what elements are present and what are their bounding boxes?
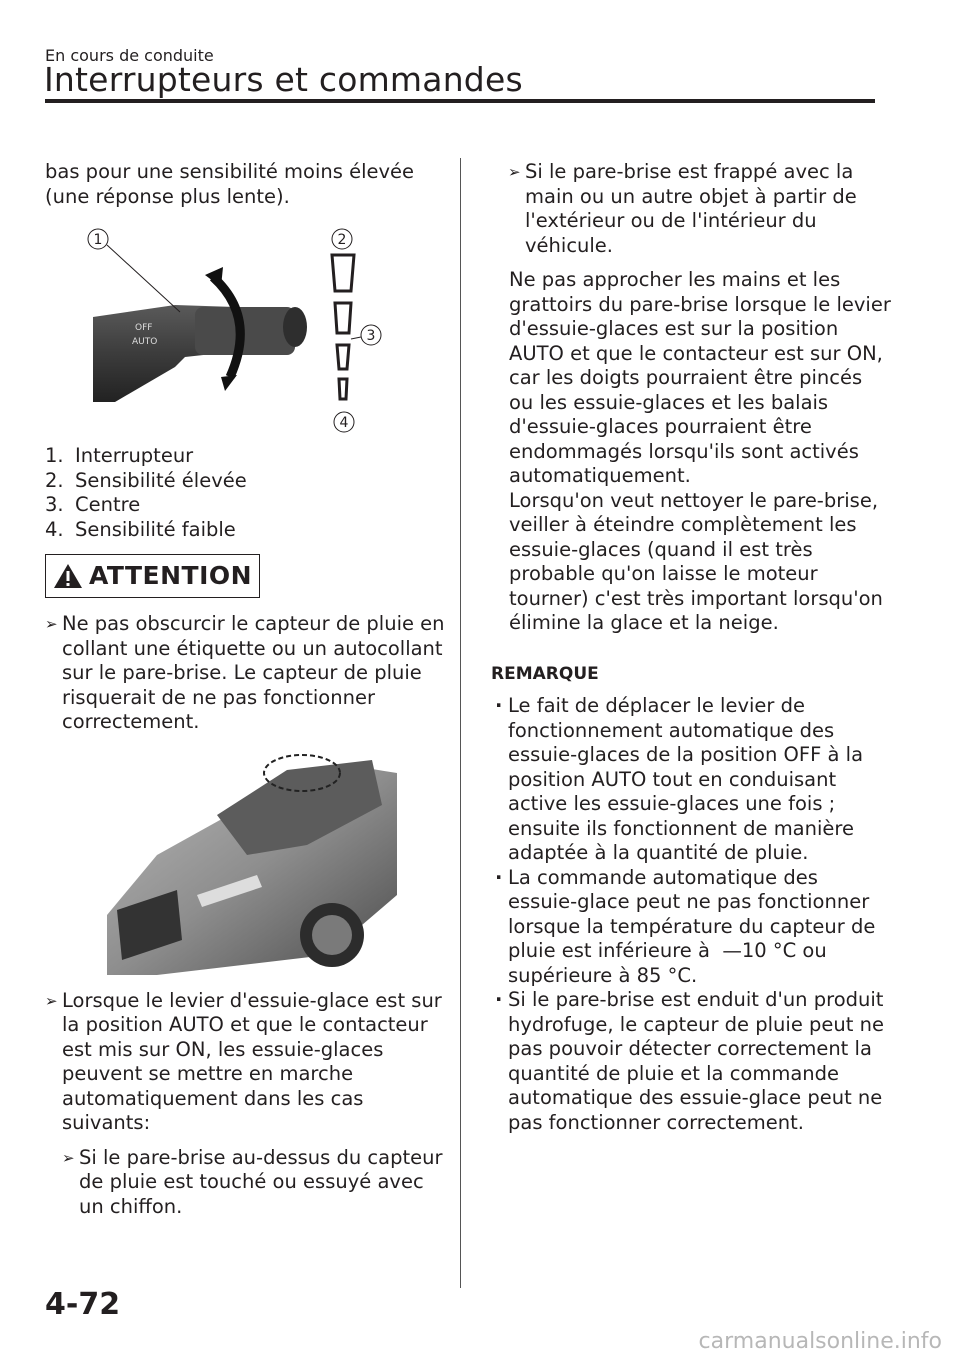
callout-3-leader bbox=[351, 337, 361, 339]
lever-off-text: OFF bbox=[135, 323, 153, 333]
left-column bbox=[45, 160, 445, 1219]
legend-item bbox=[45, 493, 445, 518]
intro-paragraph: bas pour une sensibilité moins élevée (une réponse plus lente). bbox=[45, 160, 415, 208]
caution-bullet-auto: ➢ Lorsque le levier d'essuie-glace est sur la position AUTO et que le contacteur est mis sur ON, les essuie-glaces peuvent se mettre en marche automatiquement dans les cas suivants: bbox=[45, 989, 445, 1136]
callout-1-leader bbox=[107, 245, 180, 312]
sensitivity-bar-mid-low bbox=[337, 345, 349, 369]
attention-box bbox=[45, 554, 260, 598]
legend-text: Centre bbox=[75, 493, 141, 516]
lever-auto-text: AUTO bbox=[132, 337, 158, 347]
caution-bullet-sticker: ➢ Ne pas obscurcir le capteur de pluie en collant une étiquette ou un autocollant sur le pare-brise. Le capteur de pluie risquerait de ne pas fonctionner correctement. bbox=[45, 612, 445, 735]
lever-switch-ring bbox=[195, 307, 295, 355]
car-wheel-rim bbox=[312, 915, 352, 955]
legend-text: Sensibilité élevée bbox=[75, 468, 247, 492]
callout-2-label: 2 bbox=[337, 232, 347, 248]
wiper-lever-figure bbox=[45, 217, 445, 442]
header-rule bbox=[45, 99, 875, 103]
legend-item bbox=[45, 518, 445, 543]
right-column bbox=[491, 160, 891, 1135]
sub-bullet-hit: ➢ Si le pare-brise est frappé avec la main ou un autre objet à partir de l'extérieur ou de l'intérieur du véhicule. bbox=[508, 160, 891, 258]
page-title: Interrupteurs et commandes bbox=[44, 60, 523, 99]
remark-item: · Si le pare-brise est enduit d'un produit hydrofuge, le capteur de pluie peut ne pas pouvoir détecter correctement la quantité de pluie et la commande automatique des essuie-glace peut ne pas fonctionner correctement. bbox=[491, 988, 891, 1135]
sensitivity-bar-mid-high bbox=[335, 303, 351, 333]
legend-num: 3. bbox=[45, 493, 64, 516]
vehicle-photo bbox=[97, 745, 397, 975]
sensitivity-bar-high bbox=[332, 255, 354, 291]
column-divider bbox=[460, 158, 461, 1288]
remark-item: · Le fait de déplacer le levier de fonctionnement automatique des essuie-glaces de la position OFF à la position AUTO tout en conduisant active les essuie-glaces une fois ; ensuite ils fonctionnent de manière adaptée à la quantité de pluie. bbox=[491, 694, 891, 866]
legend-num: 2. bbox=[45, 468, 64, 492]
legend-num: 4. bbox=[45, 517, 64, 541]
attention-label: ATTENTION bbox=[88, 560, 253, 590]
legend-num: 1. bbox=[45, 444, 64, 467]
section-label: En cours de conduite bbox=[45, 46, 214, 65]
callout-4-label: 4 bbox=[339, 415, 349, 431]
rotation-arrow-head-bottom bbox=[221, 375, 237, 391]
legend-item bbox=[45, 469, 445, 494]
remark-item: · La commande automatique des essuie-glace peut ne pas fonctionner lorsque la température du capteur de pluie est inférieure à —10 °C ou supérieure à 85 °C. bbox=[491, 866, 891, 989]
warning-icon bbox=[53, 563, 83, 589]
watermark: carmanualsonline.info bbox=[698, 1329, 942, 1354]
caution-paragraph-hands: Ne pas approcher les mains et les grattoirs du pare-brise lorsque le levier d'essuie-glaces est sur la position AUTO et que le contacteur est sur ON, car les doigts pourraient être pincés ou les essuie-glaces et les balais d'essuie-glaces pourraient être endommagés lorsqu'ils sont activés automatiquement. bbox=[509, 268, 891, 487]
remark-title: REMARQUE bbox=[491, 663, 599, 684]
sub-bullet-touch: ➢ Si le pare-brise au-dessus du capteur de pluie est touché ou essuyé avec un chiffon. bbox=[62, 1146, 445, 1220]
legend-text: Interrupteur bbox=[75, 444, 194, 467]
lever-tip bbox=[283, 307, 307, 347]
callout-1-label: 1 bbox=[93, 232, 103, 248]
legend-text: Sensibilité faible bbox=[75, 517, 236, 541]
caution-paragraph-cleaning: Lorsqu'on veut nettoyer le pare-brise, veiller à éteindre complètement les essuie-glaces (quand il est très probable qu'on laisse le moteur tourner) c'est très important lorsqu'on élimine la glace et la neige. bbox=[509, 488, 883, 634]
legend-item bbox=[45, 444, 445, 469]
sensitivity-bar-low bbox=[339, 379, 347, 399]
page-number: 4-72 bbox=[45, 1287, 121, 1322]
callout-3-label: 3 bbox=[366, 328, 376, 344]
figure-legend bbox=[45, 444, 445, 542]
